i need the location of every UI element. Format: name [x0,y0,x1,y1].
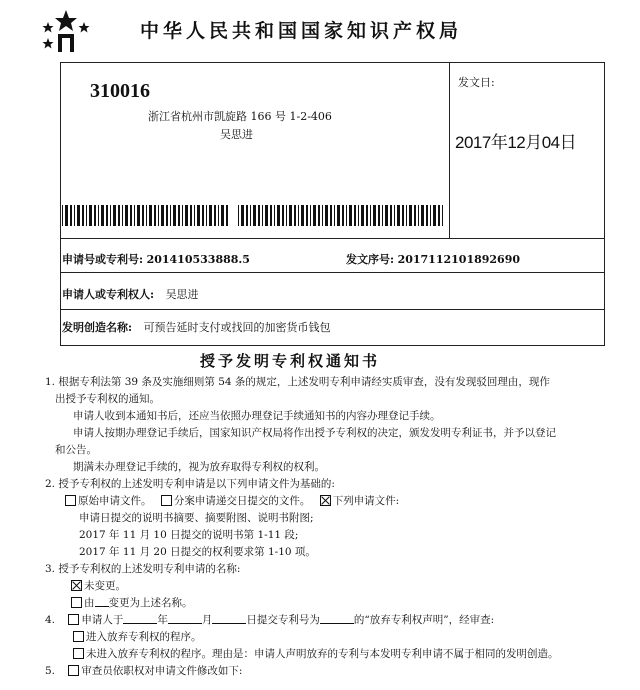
barcode-bar [342,205,344,226]
barcode-bar [101,205,104,226]
cnipa-logo [40,8,92,54]
waiver-text: 年 [157,614,168,626]
barcode-bar [306,205,308,226]
barcode-bar [154,205,156,226]
barcode-bar [178,205,180,226]
barcode-bar [206,205,207,226]
barcode-bar [421,205,424,226]
barcode-bar [330,205,332,226]
barcode-bar [409,205,412,226]
barcode-bar [274,205,275,226]
barcode-bar [202,205,204,226]
frame-rule [60,272,605,273]
barcode-bar [382,205,383,226]
barcode-bar [110,205,111,226]
barcode-bar [209,205,212,226]
checkbox-original[interactable] [65,495,76,506]
paragraph-line: 出授予专利权的通知。 [55,393,160,405]
frame-rule [60,309,605,310]
serial-number-row [346,251,520,267]
barcode-bar [86,205,87,226]
barcode-bar [262,205,263,226]
barcode-bar [337,205,340,226]
barcode-bar [166,205,168,226]
waiver-line [45,612,605,629]
option-label: 分案申请递交日提交的文件。 [173,495,311,507]
barcode-bar [190,205,192,226]
option-label: 由 [84,597,95,609]
paragraph-line: 申请人按期办理登记手续后，国家知识产权局将作出授予专利权的决定，颁发发明专利证书，并予以登记 [73,427,556,439]
barcode-bar [301,205,304,226]
serial-number-label: 发文序号: [346,253,395,266]
barcode-bar [426,205,428,226]
option-label: 原始申请文件。 [78,495,152,507]
issue-date: 2017年12月04日 [455,133,577,152]
barcode-bar [89,205,92,226]
barcode-bar [361,205,364,226]
barcode-bar [318,205,320,226]
waiver-text: 日提交专利号为 [246,614,320,626]
waiver-option-not-enter [45,646,605,663]
name-option-changed [45,595,605,612]
barcode-bar [265,205,268,226]
barcode-bar [214,205,216,226]
barcode-bar [170,205,171,226]
barcode-bar [125,205,128,226]
barcode-bar [385,205,388,226]
barcode-bar [433,205,436,226]
amendment-line [45,663,605,680]
item-number: 4. [45,614,56,626]
serial-number: 2017112101892690 [397,253,521,266]
barcode-bar [218,205,219,226]
barcode-bar [146,205,147,226]
barcode-bar [142,205,144,226]
paragraph-line: 2. 授予专利权的上述发明专利申请是以下列申请文件为基础的: [45,478,335,490]
option-label: 未变更。 [84,580,126,592]
barcode-bar [334,205,335,226]
barcode-bar [322,205,323,226]
barcode-bar [70,205,72,226]
applicant-row [62,286,199,302]
application-number-label: 申请号或专利号: [62,253,144,266]
barcode-bar [149,205,152,226]
barcode-bar [286,205,287,226]
barcode-bar [134,205,135,226]
blank-month [168,613,202,624]
barcode-bar [182,205,183,226]
invention-row [62,319,331,335]
blank-day [212,613,246,624]
barcode-bar [346,205,347,226]
barcode-bar [161,205,164,226]
barcode-bar [82,205,84,226]
barcode-bar [370,205,371,226]
blank-patent-number [320,613,354,624]
barcode-bar [173,205,176,226]
barcode-bar [246,205,248,226]
barcode-bar [270,205,272,226]
notice-body [45,374,605,680]
paragraph-line: 期满未办理登记手续的，视为放弃取得专利权的权利。 [73,461,325,473]
checkbox-changed[interactable] [71,597,82,608]
barcode-bar [221,205,224,226]
barcode-bar [418,205,419,226]
paragraph-line: 1. 根据专利法第 39 条及实施细则第 54 条的规定，上述发明专利申请经实质审查，没有发现驳回理由，现作 [45,376,550,388]
checkbox-divisional[interactable] [161,495,172,506]
barcode-bar [354,205,356,226]
barcode-bar [74,205,75,226]
barcode-bar [366,205,368,226]
paragraph-line: 3. 授予专利权的上述发明专利申请的名称: [45,563,241,575]
barcode-bar [185,205,188,226]
frame-rule [60,238,605,239]
barcode-bar [94,205,96,226]
paragraph-line: 和公告。 [55,444,97,456]
barcode-bar [241,205,244,226]
waiver-text: 的“放弃专利权声明”，经审查: [353,614,495,626]
barcode-bar [282,205,284,226]
barcode-bar [258,205,260,226]
notice-title: 授予发明专利权通知书 [200,352,381,370]
barcode-bar [238,205,239,226]
barcode-bar [77,205,80,226]
option-label: 进入放弃专利权的程序。 [86,631,202,643]
barcode-bar [197,205,200,226]
waiver-text: 申请人于 [81,614,124,626]
barcode-bar [394,205,395,226]
barcode-bar [358,205,359,226]
blank-field [95,596,109,607]
barcode-bar [253,205,256,226]
barcode-bar [62,205,63,226]
barcode-bar [442,205,443,226]
barcode-bar [118,205,120,226]
barcode-bar [294,205,296,226]
barcode-bar [373,205,376,226]
checkbox-unchanged[interactable] [71,580,82,591]
document-line: 2017 年 11 月 10 日提交的说明书第 1-11 段; [79,529,299,541]
barcode-bar [98,205,99,226]
barcode-bar [158,205,159,226]
barcode-bar [289,205,292,226]
barcode-bar [122,205,123,226]
barcode-bar [349,205,352,226]
barcode-bar [414,205,416,226]
barcode-bar [130,205,132,226]
barcode-left [62,205,230,226]
document-line: 申请日提交的说明书摘要、摘要附图、说明书附图; [79,512,314,524]
barcode-bar [313,205,316,226]
issue-date-label: 发文日: [458,76,495,89]
application-number-row [62,251,250,267]
invention-title: 可预告延时支付或找回的加密货币钱包 [143,321,331,334]
checkbox-waiver[interactable] [68,614,79,625]
barcode-bar [65,205,68,226]
barcode-bar [113,205,116,226]
recipient-name: 吴思进 [220,128,253,141]
frame-divider [449,62,450,238]
barcode-bar [137,205,140,226]
option-label: 审查员依职权对申请文件修改如下: [81,665,243,677]
mailing-address: 浙江省杭州市凯旋路 166 号 1-2-406 [148,110,332,123]
name-option-unchanged [45,578,605,595]
document-line: 2017 年 11 月 20 日提交的权利要求第 1-10 项。 [79,546,316,558]
item-number: 5. [45,665,56,677]
barcode-bar [298,205,299,226]
barcode-bar [325,205,328,226]
applicant-name: 吴思进 [165,288,199,301]
checkbox-following-docs[interactable] [320,495,331,506]
waiver-option-enter [45,629,605,646]
option-label: 变更为上述名称。 [108,597,193,609]
barcode-bar [250,205,251,226]
barcode-bar [438,205,440,226]
postal-code: 310016 [90,80,150,102]
barcode-bar [430,205,431,226]
barcode-bar [106,205,108,226]
barcode-bar [277,205,280,226]
barcode-bar [378,205,380,226]
checkbox-examiner-amend[interactable] [68,665,79,676]
invention-label: 发明创造名称: [62,321,133,334]
waiver-text: 月 [201,614,213,626]
barcode-bar [402,205,404,226]
paragraph-line: 申请人收到本通知书后，还应当依照办理登记手续通知书的内容办理登记手续。 [73,410,441,422]
barcode-bar [310,205,311,226]
barcode-bar [194,205,195,226]
blank-year [123,613,157,624]
barcode-bar [226,205,228,226]
barcode-right [238,205,446,226]
office-title: 中华人民共和国国家知识产权局 [140,20,463,42]
option-label: 下列申请文件: [332,495,400,507]
checkbox-not-enter-waiver[interactable] [73,648,84,659]
barcode-bar [397,205,400,226]
applicant-label: 申请人或专利权人: [62,288,155,301]
checkbox-enter-waiver[interactable] [73,631,84,642]
barcode-bar [406,205,407,226]
application-number: 201410533888.5 [146,253,250,266]
form-frame [60,62,605,346]
barcode-bar [390,205,392,226]
basis-options [45,493,605,510]
option-label: 未进入放弃专利权的程序。理由是：申请人声明放弃的专利与本发明专利申请不属于相同的发明创造。 [86,648,559,660]
